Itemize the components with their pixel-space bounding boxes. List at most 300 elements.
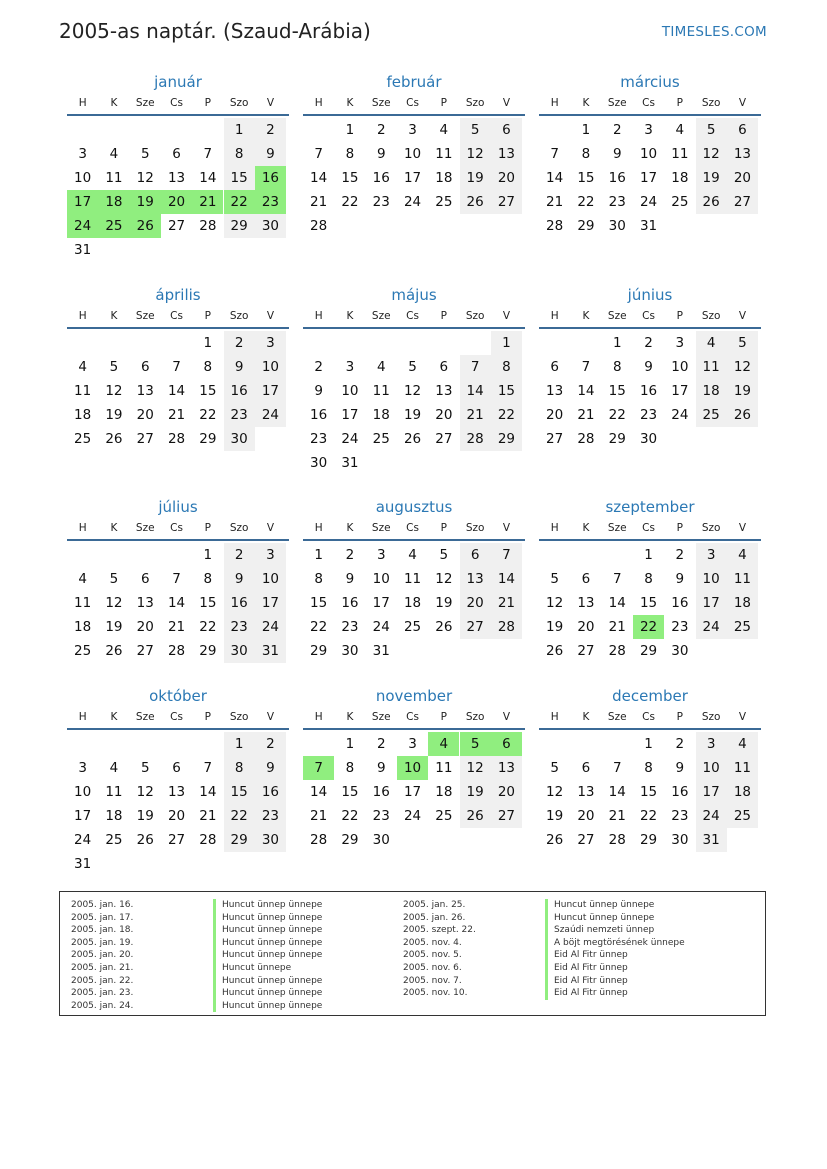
day-cell: 14 <box>608 595 626 611</box>
day-cell: 20 <box>577 619 595 635</box>
day-cell: 11 <box>671 146 689 162</box>
day-cell: 14 <box>491 567 522 591</box>
day-cell: 21 <box>608 808 626 824</box>
day-cell: 26 <box>403 431 422 447</box>
day-cell: 26 <box>105 643 123 659</box>
weekday-header: Cs <box>170 310 183 322</box>
month-name: április <box>155 286 201 304</box>
holiday-date: 2005. nov. 10. <box>403 988 468 999</box>
day-cell: 21 <box>546 194 564 210</box>
page-title: 2005-as naptár. (Szaud-Arábia) <box>59 19 371 43</box>
day-cell: 15 <box>491 379 522 403</box>
day-cell: 31 <box>74 856 92 872</box>
weekday-header: Szo <box>229 711 249 723</box>
day-cell: 1 <box>581 122 591 138</box>
day-cell: 8 <box>345 760 355 776</box>
day-cell: 9 <box>314 383 323 399</box>
day-cell: 12 <box>435 571 453 587</box>
day-cell: 26 <box>546 643 564 659</box>
holiday-name: Eid Al Fitr ünnep <box>545 975 628 988</box>
day-cell: 2 <box>345 547 355 563</box>
holiday-date: 2005. jan. 18. <box>71 925 134 936</box>
day-cell: 19 <box>460 166 491 190</box>
day-cell: 19 <box>546 619 564 635</box>
day-cell: 16 <box>372 784 390 800</box>
weekday-header: Sze <box>607 711 627 723</box>
weekday-header: H <box>78 522 87 534</box>
day-cell: 9 <box>224 567 255 591</box>
day-cell: 4 <box>727 543 758 567</box>
day-cell: 30 <box>671 832 689 848</box>
holiday-date: 2005. nov. 7. <box>403 975 462 986</box>
weekday-header: P <box>440 310 447 322</box>
weekday-header: V <box>266 310 275 322</box>
day-cell: 13 <box>491 756 522 780</box>
day-cell: 5 <box>696 118 727 142</box>
weekday-header: V <box>738 310 747 322</box>
holiday-date: 2005. jan. 23. <box>71 988 134 999</box>
day-cell: 7 <box>172 359 181 375</box>
weekday-header: H <box>314 310 323 322</box>
day-cell: 18 <box>696 379 727 403</box>
day-cell: 29 <box>491 427 522 451</box>
day-cell: 13 <box>460 567 491 591</box>
month-name: február <box>386 73 442 91</box>
day-cell: 9 <box>345 571 355 587</box>
day-cell: 24 <box>696 804 727 828</box>
day-cell: 15 <box>639 784 658 800</box>
day-cell: 9 <box>675 571 685 587</box>
day-cell: 14 <box>310 784 328 800</box>
weekday-header: V <box>266 522 275 534</box>
weekday-header: Sze <box>607 522 627 534</box>
weekday-header: K <box>110 522 118 534</box>
day-cell: 5 <box>408 359 417 375</box>
day-cell: 15 <box>639 595 658 611</box>
day-cell: 6 <box>491 118 522 142</box>
weekday-header: K <box>346 310 354 322</box>
day-cell: 26 <box>696 190 727 214</box>
weekday-header: P <box>676 711 683 723</box>
day-cell: 8 <box>491 355 522 379</box>
weekday-header: V <box>502 97 511 109</box>
day-cell: 11 <box>105 784 123 800</box>
weekday-header: P <box>676 97 683 109</box>
day-cell: 24 <box>403 194 422 210</box>
day-cell: 16 <box>608 170 626 186</box>
day-cell: 15 <box>341 784 359 800</box>
day-cell: 15 <box>224 166 255 190</box>
weekday-header: Cs <box>406 522 419 534</box>
holiday-name: Huncut ünnep ünnepe <box>213 1000 322 1013</box>
day-cell: 5 <box>439 547 449 563</box>
day-cell: 4 <box>696 331 727 355</box>
brand-link[interactable]: TIMESLES.COM <box>661 24 767 40</box>
holiday-date: 2005. nov. 5. <box>403 950 462 961</box>
day-cell: 27 <box>546 431 564 447</box>
day-cell: 7 <box>581 359 591 375</box>
day-cell: 23 <box>639 407 658 423</box>
day-cell: 27 <box>577 643 595 659</box>
day-cell: 25 <box>727 804 758 828</box>
day-cell: 28 <box>167 643 186 659</box>
day-cell: 13 <box>167 170 186 186</box>
day-cell: 13 <box>136 595 154 611</box>
day-cell: 19 <box>403 407 422 423</box>
day-cell: 18 <box>74 619 92 635</box>
day-cell: 15 <box>341 170 359 186</box>
day-cell: 9 <box>376 146 386 162</box>
month-name: október <box>149 687 207 705</box>
day-cell: 15 <box>577 170 595 186</box>
month-name: január <box>154 73 202 91</box>
day-cell: 27 <box>491 804 522 828</box>
weekday-header: Sze <box>371 310 391 322</box>
day-cell: 14 <box>546 170 564 186</box>
holiday-date: 2005. jan. 21. <box>71 963 134 973</box>
day-cell: 11 <box>435 760 453 776</box>
day-cell: 19 <box>696 166 727 190</box>
day-cell: 15 <box>224 780 255 804</box>
day-cell: 29 <box>577 218 595 234</box>
day-cell: 3 <box>644 122 653 138</box>
day-cell: 25 <box>435 194 453 210</box>
day-cell: 22 <box>491 403 522 427</box>
day-cell: 4 <box>78 571 87 587</box>
day-cell: 18 <box>435 170 453 186</box>
day-cell: 27 <box>727 190 758 214</box>
weekday-header: V <box>738 522 747 534</box>
day-cell: 6 <box>550 359 559 375</box>
day-cell: 15 <box>199 595 217 611</box>
day-cell: 12 <box>696 142 727 166</box>
day-cell: 14 <box>608 784 626 800</box>
day-cell: 14 <box>310 170 328 186</box>
day-cell: 28 <box>608 643 626 659</box>
day-cell: 19 <box>105 407 123 423</box>
day-cell: 19 <box>546 808 564 824</box>
holiday-name: Huncut ünnepe <box>213 962 291 975</box>
day-cell: 16 <box>671 595 689 611</box>
holiday-name: Szaúdi nemzeti ünnep <box>545 924 654 937</box>
day-cell: 12 <box>460 142 491 166</box>
weekday-header: K <box>346 97 354 109</box>
day-cell: 5 <box>550 571 559 587</box>
day-cell: 31 <box>74 242 92 258</box>
day-cell: 1 <box>224 732 255 756</box>
day-cell: 4 <box>109 760 119 776</box>
holiday-day-cell: 26 <box>130 214 161 238</box>
weekday-header: Cs <box>642 711 655 723</box>
day-cell: 8 <box>224 756 255 780</box>
day-cell: 23 <box>608 194 626 210</box>
holiday-day-cell: 5 <box>460 732 491 756</box>
weekday-header: P <box>204 310 211 322</box>
weekday-header: K <box>582 522 590 534</box>
day-cell: 1 <box>203 547 213 563</box>
holiday-day-cell: 23 <box>255 190 286 214</box>
weekday-header: H <box>550 522 559 534</box>
holiday-name: Eid Al Fitr ünnep <box>545 949 628 962</box>
day-cell: 10 <box>372 571 390 587</box>
day-cell: 28 <box>608 832 626 848</box>
day-cell: 9 <box>376 760 386 776</box>
holiday-day-cell: 7 <box>303 756 334 780</box>
month-header-rule <box>539 728 761 730</box>
day-cell: 20 <box>435 407 453 423</box>
weekday-header: V <box>502 711 511 723</box>
day-cell: 2 <box>224 543 255 567</box>
day-cell: 22 <box>199 407 217 423</box>
day-cell: 26 <box>546 832 564 848</box>
day-cell: 1 <box>644 736 653 752</box>
day-cell: 17 <box>255 591 286 615</box>
day-cell: 27 <box>460 615 491 639</box>
weekday-header: Cs <box>406 97 419 109</box>
day-cell: 20 <box>136 407 154 423</box>
day-cell: 7 <box>460 355 491 379</box>
weekday-header: K <box>346 522 354 534</box>
month-header-rule <box>303 539 525 541</box>
day-cell: 9 <box>255 142 286 166</box>
day-cell: 10 <box>403 146 422 162</box>
day-cell: 23 <box>671 808 689 824</box>
weekday-header: V <box>738 711 747 723</box>
holiday-name: Eid Al Fitr ünnep <box>545 987 628 1000</box>
month-header-rule <box>67 728 289 730</box>
holiday-date: 2005. nov. 4. <box>403 937 462 948</box>
day-cell: 30 <box>608 218 626 234</box>
day-cell: 14 <box>199 784 217 800</box>
day-cell: 3 <box>255 331 286 355</box>
holiday-day-cell: 16 <box>255 166 286 190</box>
day-cell: 12 <box>136 170 154 186</box>
holiday-date: 2005. jan. 26. <box>403 912 466 923</box>
day-cell: 6 <box>140 359 150 375</box>
day-cell: 11 <box>372 383 390 399</box>
weekday-header: P <box>440 97 447 109</box>
day-cell: 28 <box>199 832 217 848</box>
day-cell: 30 <box>224 427 255 451</box>
day-cell: 16 <box>341 595 359 611</box>
month-name: szeptember <box>605 498 695 516</box>
day-cell: 6 <box>439 359 449 375</box>
day-cell: 13 <box>167 784 186 800</box>
day-cell: 10 <box>255 355 286 379</box>
weekday-header: Szo <box>701 97 721 109</box>
day-cell: 16 <box>224 379 255 403</box>
day-cell: 28 <box>577 431 595 447</box>
weekday-header: V <box>502 310 511 322</box>
day-cell: 21 <box>608 619 626 635</box>
day-cell: 31 <box>341 455 359 471</box>
day-cell: 12 <box>403 383 422 399</box>
day-cell: 8 <box>644 571 653 587</box>
day-cell: 3 <box>408 736 417 752</box>
weekday-header: H <box>78 97 87 109</box>
day-cell: 4 <box>439 122 449 138</box>
day-cell: 18 <box>372 407 390 423</box>
day-cell: 7 <box>203 760 213 776</box>
day-cell: 28 <box>546 218 564 234</box>
weekday-header: Szo <box>229 310 249 322</box>
holiday-day-cell: 25 <box>98 214 129 238</box>
day-cell: 29 <box>224 828 255 852</box>
day-cell: 20 <box>546 407 564 423</box>
day-cell: 2 <box>224 331 255 355</box>
holiday-date: 2005. jan. 22. <box>71 975 134 986</box>
day-cell: 1 <box>491 331 522 355</box>
day-cell: 24 <box>696 615 727 639</box>
holiday-day-cell: 10 <box>397 756 428 780</box>
day-cell: 26 <box>727 403 758 427</box>
month-header-rule <box>67 327 289 329</box>
day-cell: 5 <box>109 571 119 587</box>
day-cell: 14 <box>577 383 595 399</box>
day-cell: 29 <box>341 832 359 848</box>
day-cell: 25 <box>696 403 727 427</box>
day-cell: 24 <box>372 619 390 635</box>
day-cell: 27 <box>435 431 453 447</box>
day-cell: 9 <box>224 355 255 379</box>
holiday-date: 2005. szept. 22. <box>403 925 476 936</box>
day-cell: 6 <box>172 146 181 162</box>
weekday-header: H <box>314 97 323 109</box>
weekday-header: K <box>110 310 118 322</box>
day-cell: 3 <box>675 335 685 351</box>
day-cell: 3 <box>78 760 87 776</box>
day-cell: 7 <box>172 571 181 587</box>
day-cell: 17 <box>403 170 422 186</box>
day-cell: 27 <box>167 218 186 234</box>
day-cell: 27 <box>577 832 595 848</box>
weekday-header: V <box>502 522 511 534</box>
day-cell: 5 <box>140 146 150 162</box>
weekday-header: H <box>550 310 559 322</box>
day-cell: 18 <box>727 591 758 615</box>
weekday-header: Sze <box>607 97 627 109</box>
day-cell: 5 <box>460 118 491 142</box>
day-cell: 29 <box>639 832 658 848</box>
day-cell: 25 <box>74 431 92 447</box>
holiday-day-cell: 4 <box>428 732 459 756</box>
day-cell: 2 <box>675 547 685 563</box>
day-cell: 21 <box>167 619 186 635</box>
day-cell: 19 <box>105 619 123 635</box>
day-cell: 8 <box>203 359 213 375</box>
day-cell: 1 <box>644 547 653 563</box>
day-cell: 12 <box>136 784 154 800</box>
weekday-header: Sze <box>135 711 155 723</box>
day-cell: 5 <box>109 359 119 375</box>
weekday-header: Cs <box>170 97 183 109</box>
day-cell: 4 <box>78 359 87 375</box>
day-cell: 9 <box>255 756 286 780</box>
day-cell: 14 <box>199 170 217 186</box>
day-cell: 5 <box>727 331 758 355</box>
day-cell: 8 <box>314 571 323 587</box>
day-cell: 3 <box>376 547 386 563</box>
holiday-name: Huncut ünnep ünnepe <box>213 912 322 925</box>
day-cell: 15 <box>310 595 328 611</box>
day-cell: 23 <box>310 431 328 447</box>
day-cell: 11 <box>727 567 758 591</box>
day-cell: 13 <box>491 142 522 166</box>
day-cell: 3 <box>255 543 286 567</box>
month-header-rule <box>67 539 289 541</box>
day-cell: 17 <box>74 808 92 824</box>
day-cell: 9 <box>612 146 622 162</box>
day-cell: 21 <box>460 403 491 427</box>
day-cell: 21 <box>167 407 186 423</box>
day-cell: 2 <box>376 122 386 138</box>
day-cell: 4 <box>376 359 386 375</box>
weekday-header: K <box>346 711 354 723</box>
day-cell: 27 <box>491 190 522 214</box>
month-header-rule <box>539 327 761 329</box>
day-cell: 18 <box>435 784 453 800</box>
day-cell: 31 <box>639 218 658 234</box>
month-header-rule <box>539 114 761 116</box>
day-cell: 26 <box>136 832 154 848</box>
day-cell: 22 <box>310 619 328 635</box>
holiday-name: A böjt megtörésének ünnepe <box>545 937 685 950</box>
weekday-header: P <box>676 522 683 534</box>
month-name: július <box>158 498 198 516</box>
day-cell: 10 <box>255 567 286 591</box>
day-cell: 29 <box>639 643 658 659</box>
day-cell: 5 <box>140 760 150 776</box>
day-cell: 21 <box>310 808 328 824</box>
day-cell: 30 <box>341 643 359 659</box>
day-cell: 20 <box>167 808 186 824</box>
holiday-day-cell: 17 <box>67 190 98 214</box>
weekday-header: Szo <box>701 310 721 322</box>
day-cell: 19 <box>136 808 154 824</box>
day-cell: 20 <box>491 780 522 804</box>
day-cell: 22 <box>224 804 255 828</box>
day-cell: 17 <box>341 407 359 423</box>
day-cell: 7 <box>612 760 622 776</box>
day-cell: 10 <box>74 784 92 800</box>
holiday-date: 2005. jan. 24. <box>71 1000 134 1011</box>
day-cell: 21 <box>577 407 595 423</box>
day-cell: 2 <box>644 335 653 351</box>
month-header-rule <box>303 114 525 116</box>
day-cell: 25 <box>372 431 390 447</box>
day-cell: 15 <box>608 383 626 399</box>
day-cell: 26 <box>105 431 123 447</box>
day-cell: 1 <box>345 122 355 138</box>
day-cell: 10 <box>696 756 727 780</box>
holiday-day-cell: 22 <box>224 190 255 214</box>
day-cell: 11 <box>435 146 453 162</box>
day-cell: 23 <box>372 194 390 210</box>
holiday-day-cell: 20 <box>161 190 192 214</box>
weekday-header: V <box>266 97 275 109</box>
day-cell: 8 <box>612 359 622 375</box>
day-cell: 21 <box>310 194 328 210</box>
weekday-header: K <box>582 310 590 322</box>
day-cell: 6 <box>460 543 491 567</box>
day-cell: 30 <box>671 643 689 659</box>
weekday-header: Sze <box>371 97 391 109</box>
weekday-header: P <box>676 310 683 322</box>
day-cell: 4 <box>408 547 417 563</box>
day-cell: 18 <box>671 170 689 186</box>
day-cell: 9 <box>675 760 685 776</box>
day-cell: 12 <box>546 595 564 611</box>
